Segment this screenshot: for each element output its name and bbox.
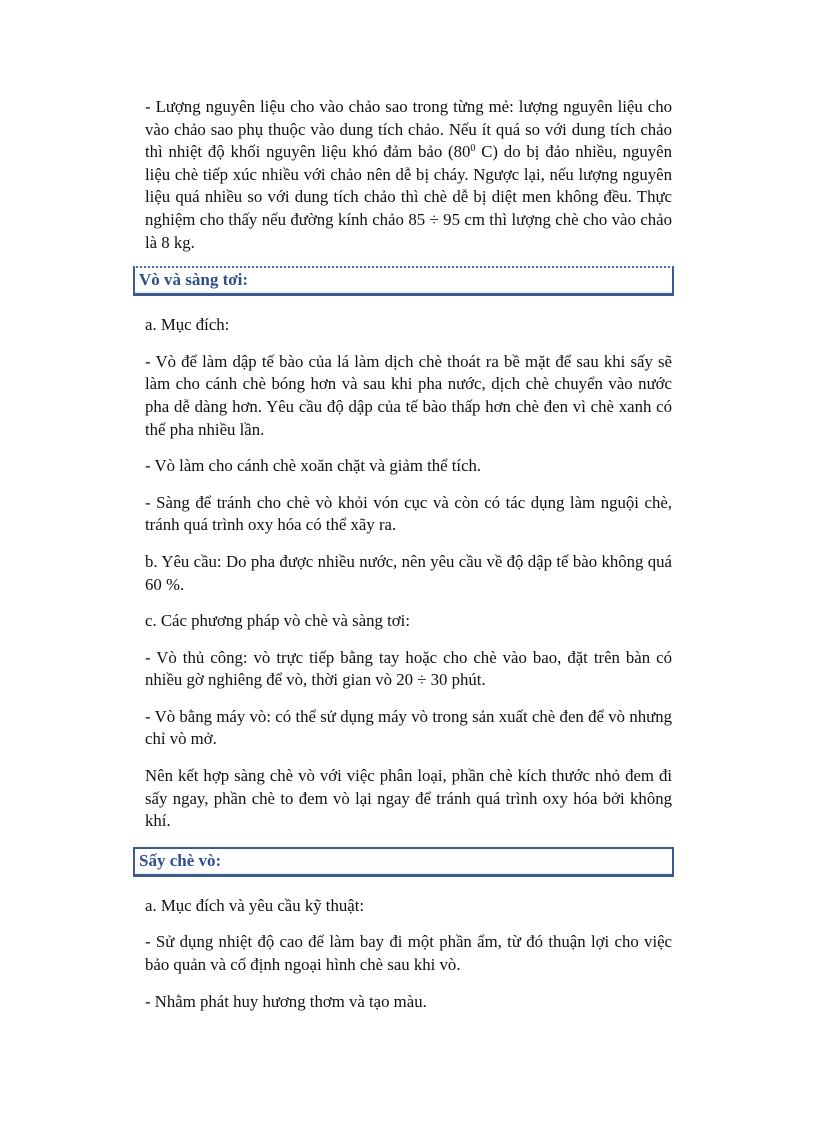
paragraph: - Sử dụng nhiệt độ cao để làm bay đi một phần ẩm, từ đó thuận lợi cho việc bảo quản và cố định ngoại hình chè sau khi vò. bbox=[145, 932, 672, 975]
paragraph: a. Mục đích: bbox=[145, 315, 230, 335]
paragraph: - Vò để làm dập tế bào của lá làm dịch chè thoát ra bề mặt để sau khi sấy sẽ làm cho cánh chè bóng hơn và sau khi pha nước, dịch chè chuyển vào nước pha dễ dàng hơn. Yêu cầu độ dập của tế bào thấp hơn chè đen vì chè xanh có thể pha nhiều lần. bbox=[145, 351, 672, 439]
paragraph: - Vò bằng máy vò: có thể sử dụng máy vò trong sản xuất chè đen để vò nhưng chỉ vò mở. bbox=[145, 706, 672, 749]
paragraph: - Vò thủ công: vò trực tiếp bằng tay hoặc cho chè vào bao, đặt trên bàn có nhiều gờ nghiêng để vò, thời gian vò 20 ÷ 30 phút. bbox=[145, 647, 672, 690]
paragraph: - Nhằm phát huy hương thơm và tạo màu. bbox=[145, 991, 427, 1011]
paragraph: Nên kết hợp sàng chè vò với việc phân loại, phần chè kích thước nhỏ đem đi sấy ngay, phần chè to đem vò lại ngay để tránh quá trình oxy hóa bởi không khí. bbox=[145, 766, 672, 831]
section-heading-vo-va-sang-toi bbox=[133, 266, 674, 296]
paragraph: a. Mục đích và yêu cầu kỹ thuật: bbox=[145, 895, 365, 915]
document-page bbox=[139, 96, 672, 1027]
section-heading-text: Sấy chè vò: bbox=[139, 850, 222, 870]
degree-superscript: 0 bbox=[470, 143, 476, 155]
paragraph: - Sàng để tránh cho chè vò khỏi vón cục và còn có tác dụng làm nguội chè, tránh quá trình oxy hóa có thể xãy ra. bbox=[145, 492, 672, 535]
section-heading-say-che-vo bbox=[133, 847, 674, 877]
paragraph: - Vò làm cho cánh chè xoăn chặt và giảm thể tích. bbox=[145, 456, 482, 476]
paragraph: b. Yêu cầu: Do pha được nhiều nước, nên yêu cầu về độ dập tế bào không quá 60 %. bbox=[145, 551, 672, 594]
intro-paragraph bbox=[145, 96, 672, 254]
section-heading-text: Vò và sàng tơi: bbox=[139, 270, 249, 290]
paragraph: c. Các phương pháp vò chè và sàng tơi: bbox=[145, 611, 410, 631]
intro-text-part2: C) do bị đảo nhiều, nguyên liệu chè tiếp xúc nhiều với chảo nên dễ bị cháy. Ngược lại, nếu lượng nguyên liệu quá nhiều so với dung tích chảo thì chè dễ bị diệt men không đều. Thực nghiệm cho thấy nếu đường kính chảo 85 ÷ 95 cm thì lượng chè cho vào chảo là 8 kg. bbox=[145, 142, 672, 252]
intro-text-part1: - Lượng nguyên liệu cho vào chảo sao trong từng mẻ: lượng nguyên liệu cho vào chảo sao phụ thuộc vào dung tích chảo. Nếu ít quá so với dung tích chảo thì nhiệt độ khối nguyên liệu khó đảm bảo (80 bbox=[145, 97, 672, 162]
